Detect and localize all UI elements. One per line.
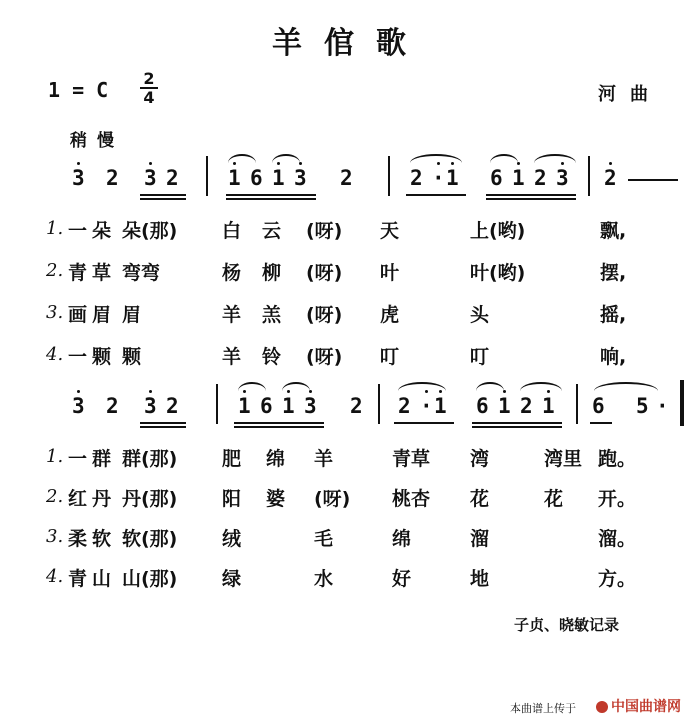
lyric-word: 上(哟): [470, 220, 526, 242]
melody-note: 1: [228, 166, 241, 190]
melody-note: 2: [534, 166, 547, 190]
beam-line: [234, 422, 324, 424]
slur-arc: [520, 382, 562, 391]
lyric-word: 天: [380, 220, 400, 242]
octave-dot: [149, 390, 152, 393]
lyric-word: (呀): [306, 346, 343, 368]
octave-dot: [77, 390, 80, 393]
melody-note: 2: [166, 394, 179, 418]
lyric-word: 丹(那): [122, 488, 178, 510]
lyric-word: 眉: [92, 304, 112, 326]
lyric-word: 叶: [380, 262, 400, 284]
lyric-word: 叮: [470, 346, 490, 368]
lyric-word: 湾: [470, 448, 490, 470]
lyric-word: 羔: [262, 304, 282, 326]
slur-arc: [594, 382, 658, 391]
lyric-word: 群: [92, 448, 112, 470]
lyric-word: 毛: [314, 528, 334, 550]
beam-line: [226, 198, 316, 200]
melody-note: 3: [72, 166, 85, 190]
lyric-word: 柳: [262, 262, 282, 284]
lyric-word: 朵(那): [122, 220, 178, 242]
lyric-word: 朵: [92, 220, 112, 242]
lyric-row: [0, 214, 700, 244]
lyric-word: 青草: [392, 448, 431, 470]
lyric-word: 好: [392, 568, 412, 590]
melody-note: 2: [604, 166, 617, 190]
melody-note: ·: [432, 166, 445, 190]
lyric-word: 白: [222, 220, 242, 242]
lyric-word: 阳: [222, 488, 242, 510]
slur-arc: [534, 154, 576, 163]
lyric-word: 弯弯: [122, 262, 161, 284]
tempo-marking: 稍慢: [70, 131, 124, 151]
lyric-word: 摆,: [600, 262, 627, 284]
verse-number: 2.: [46, 260, 64, 281]
lyric-word: 羊: [314, 448, 334, 470]
melody-note: 2: [350, 394, 363, 418]
lyric-word: 山: [92, 568, 112, 590]
beam-line: [472, 426, 562, 428]
melody-note: 1: [498, 394, 511, 418]
lyric-word: 红: [68, 488, 88, 510]
lyric-word: 花: [470, 488, 490, 510]
lyric-word: 绵: [266, 448, 286, 470]
lyric-row: [0, 256, 700, 286]
melody-note: 2: [106, 166, 119, 190]
octave-dot: [77, 162, 80, 165]
beam-line: [590, 422, 612, 424]
lyric-word: 眉: [122, 304, 142, 326]
melody-staff-2: [0, 380, 700, 440]
melody-note: 6: [592, 394, 605, 418]
slur-arc: [398, 382, 446, 391]
melody-note: 2: [166, 166, 179, 190]
beam-line: [394, 422, 454, 424]
melody-note: 3: [144, 394, 157, 418]
melody-note: ·: [656, 394, 669, 418]
lyric-word: 颗: [92, 346, 112, 368]
lyric-word: 山(那): [122, 568, 178, 590]
lyric-row: [0, 340, 700, 370]
lyric-row: [0, 522, 700, 552]
melody-note: 6: [260, 394, 273, 418]
lyric-word: 颗: [122, 346, 142, 368]
melody-note: 1: [446, 166, 459, 190]
lyric-word: 绒: [222, 528, 242, 550]
melody-note: 1: [542, 394, 555, 418]
lyric-word: 羊: [222, 346, 242, 368]
lyric-word: 飘,: [600, 220, 627, 242]
beam-line: [486, 194, 576, 196]
lyric-word: (呀): [314, 488, 351, 510]
composer-credit: 河曲: [598, 84, 662, 105]
lyric-word: 软(那): [122, 528, 178, 550]
verse-number: 1.: [46, 218, 64, 239]
melody-staff-1: [0, 152, 700, 212]
lyric-word: 叶(哟): [470, 262, 526, 284]
beam-line: [486, 198, 576, 200]
lyric-word: (呀): [306, 262, 343, 284]
lyric-word: 头: [470, 304, 490, 326]
lyric-row: [0, 562, 700, 592]
lyric-word: 铃: [262, 346, 282, 368]
lyric-word: 青: [68, 262, 88, 284]
slur-arc: [476, 382, 504, 391]
melody-note: 2: [410, 166, 423, 190]
lyric-word: 软: [92, 528, 112, 550]
melody-note: 6: [476, 394, 489, 418]
verse-number: 3.: [46, 302, 64, 323]
slur-arc: [272, 154, 300, 163]
beam-line: [140, 198, 186, 200]
lyric-word: 草: [92, 262, 112, 284]
bar-line: [206, 156, 208, 196]
melody-note: 2: [106, 394, 119, 418]
lyric-word: (呀): [306, 304, 343, 326]
beam-line: [140, 194, 186, 196]
lyric-word: 桃杏: [392, 488, 431, 510]
lyric-word: 水: [314, 568, 334, 590]
bar-line: [576, 384, 578, 424]
lyric-word: 肥: [222, 448, 242, 470]
beam-line: [472, 422, 562, 424]
bar-line: [588, 156, 590, 196]
key-signature: 1 = C: [48, 78, 109, 102]
lyric-word: 一: [68, 220, 88, 242]
lyric-word: 溜: [470, 528, 490, 550]
verse-number: 2.: [46, 486, 64, 507]
octave-dot: [149, 162, 152, 165]
melody-note: 3: [556, 166, 569, 190]
lyric-word: 羊: [222, 304, 242, 326]
lyric-word: 青: [68, 568, 88, 590]
lyric-word: 湾里: [544, 448, 583, 470]
lyric-word: 一: [68, 346, 88, 368]
lyric-word: 群(那): [122, 448, 178, 470]
bar-line: [378, 384, 380, 424]
melody-note: 1: [434, 394, 447, 418]
melody-note: 1: [282, 394, 295, 418]
verse-number: 3.: [46, 526, 64, 547]
lyric-word: 开。: [598, 488, 637, 510]
slur-arc: [410, 154, 462, 163]
melody-note: 2: [340, 166, 353, 190]
transcriber-credit: 子贞、晓敏记录: [514, 616, 620, 634]
slur-arc: [238, 382, 266, 391]
octave-dot: [609, 162, 612, 165]
slur-arc: [282, 382, 310, 391]
site-logo: [596, 696, 681, 716]
lyric-word: 地: [470, 568, 490, 590]
lyric-word: 溜。: [598, 528, 637, 550]
lyric-word: 画: [68, 304, 88, 326]
beam-line: [226, 194, 316, 196]
lyric-word: 跑。: [598, 448, 637, 470]
slur-arc: [490, 154, 518, 163]
beam-line: [406, 194, 466, 196]
lyric-word: 绵: [392, 528, 412, 550]
verse-number: 1.: [46, 446, 64, 467]
lyric-word: 婆: [266, 488, 286, 510]
slur-arc: [228, 154, 256, 163]
beam-line: [140, 426, 186, 428]
lyric-word: 杨: [222, 262, 242, 284]
lyric-row: [0, 442, 700, 472]
melody-note: 5: [636, 394, 649, 418]
beam-line: [234, 426, 324, 428]
melody-note: 1: [512, 166, 525, 190]
time-signature-denominator: 4: [143, 88, 155, 107]
lyric-word: 响,: [600, 346, 627, 368]
melody-note: 3: [294, 166, 307, 190]
melody-note: 2: [520, 394, 533, 418]
melody-note: 3: [72, 394, 85, 418]
verse-number: 4.: [46, 566, 64, 587]
upload-notice: 本曲谱上传于: [510, 702, 576, 715]
melody-note: 3: [304, 394, 317, 418]
logo-text: 中国曲谱网: [611, 699, 681, 715]
melody-note: 1: [272, 166, 285, 190]
lyric-word: 花: [544, 488, 564, 510]
melody-note: ·: [420, 394, 433, 418]
bar-line: [216, 384, 218, 424]
time-signature: [140, 70, 158, 106]
bar-line: [388, 156, 390, 196]
melody-note: 3: [144, 166, 157, 190]
melody-note: 6: [490, 166, 503, 190]
lyric-word: 柔: [68, 528, 88, 550]
lyric-word: 丹: [92, 488, 112, 510]
lyric-word: 叮: [380, 346, 400, 368]
lyric-word: (呀): [306, 220, 343, 242]
beam-line: [140, 422, 186, 424]
melody-note: 2: [398, 394, 411, 418]
verse-number: 4.: [46, 344, 64, 365]
lyric-word: 云: [262, 220, 282, 242]
extension-dash: [628, 179, 678, 181]
lyric-word: 绿: [222, 568, 242, 590]
logo-seal-icon: [596, 701, 608, 713]
lyric-word: 摇,: [600, 304, 627, 326]
lyric-row: [0, 482, 700, 512]
end-bar-line: [680, 380, 684, 426]
time-signature-numerator: 2: [140, 70, 158, 89]
lyric-word: 一: [68, 448, 88, 470]
lyric-word: 虎: [380, 304, 400, 326]
lyric-word: 方。: [598, 568, 637, 590]
song-title: 羊倌歌: [272, 26, 428, 61]
melody-note: 1: [238, 394, 251, 418]
melody-note: 6: [250, 166, 263, 190]
lyric-row: [0, 298, 700, 328]
